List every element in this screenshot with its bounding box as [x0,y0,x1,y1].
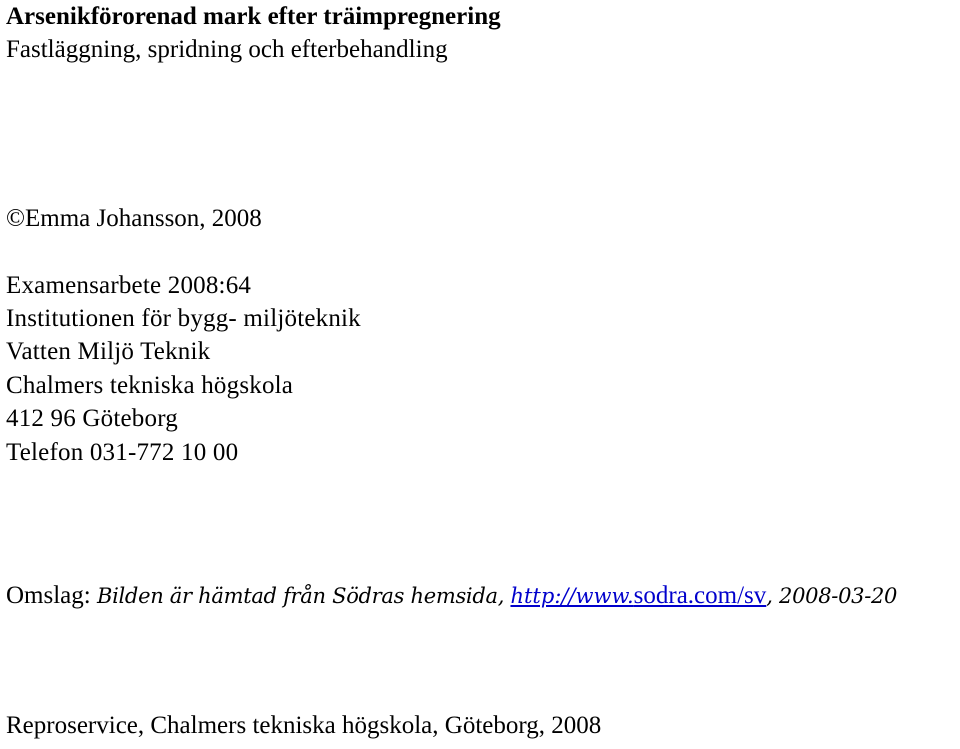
copyright-line [6,206,262,231]
info-line-division: Vatten Miljö Teknik [6,338,211,365]
info-line-university: Chalmers tekniska högskola [6,372,294,399]
cover-source-link[interactable] [510,584,766,608]
cover-label: Omslag: [6,582,97,609]
cover-credit [6,583,897,608]
cover-date: , 2008-03-20 [766,584,898,608]
cover-description: Bilden är hämtad från Södras hemsida, [96,584,511,608]
document-subtitle: Fastläggning, spridning och efterbehandling [6,36,448,63]
cover-link-part1: http://www. [510,584,634,608]
info-line-thesis: Examensarbete 2008:64 [6,272,252,299]
info-line-phone: Telefon 031-772 10 00 [6,439,239,466]
document-footer: Reproservice, Chalmers tekniska högskola, Göteborg, 2008 [6,712,602,739]
cover-link-part2: sodra.com/sv [633,582,767,609]
info-line-address: 412 96 Göteborg [6,405,178,432]
copyright-symbol: © [6,205,25,232]
document-title: Arsenikförorenad mark efter träimpregnering [6,3,501,30]
info-line-department: Institutionen för bygg- miljöteknik [6,305,361,332]
copyright-text: Emma Johansson, 2008 [25,205,262,232]
